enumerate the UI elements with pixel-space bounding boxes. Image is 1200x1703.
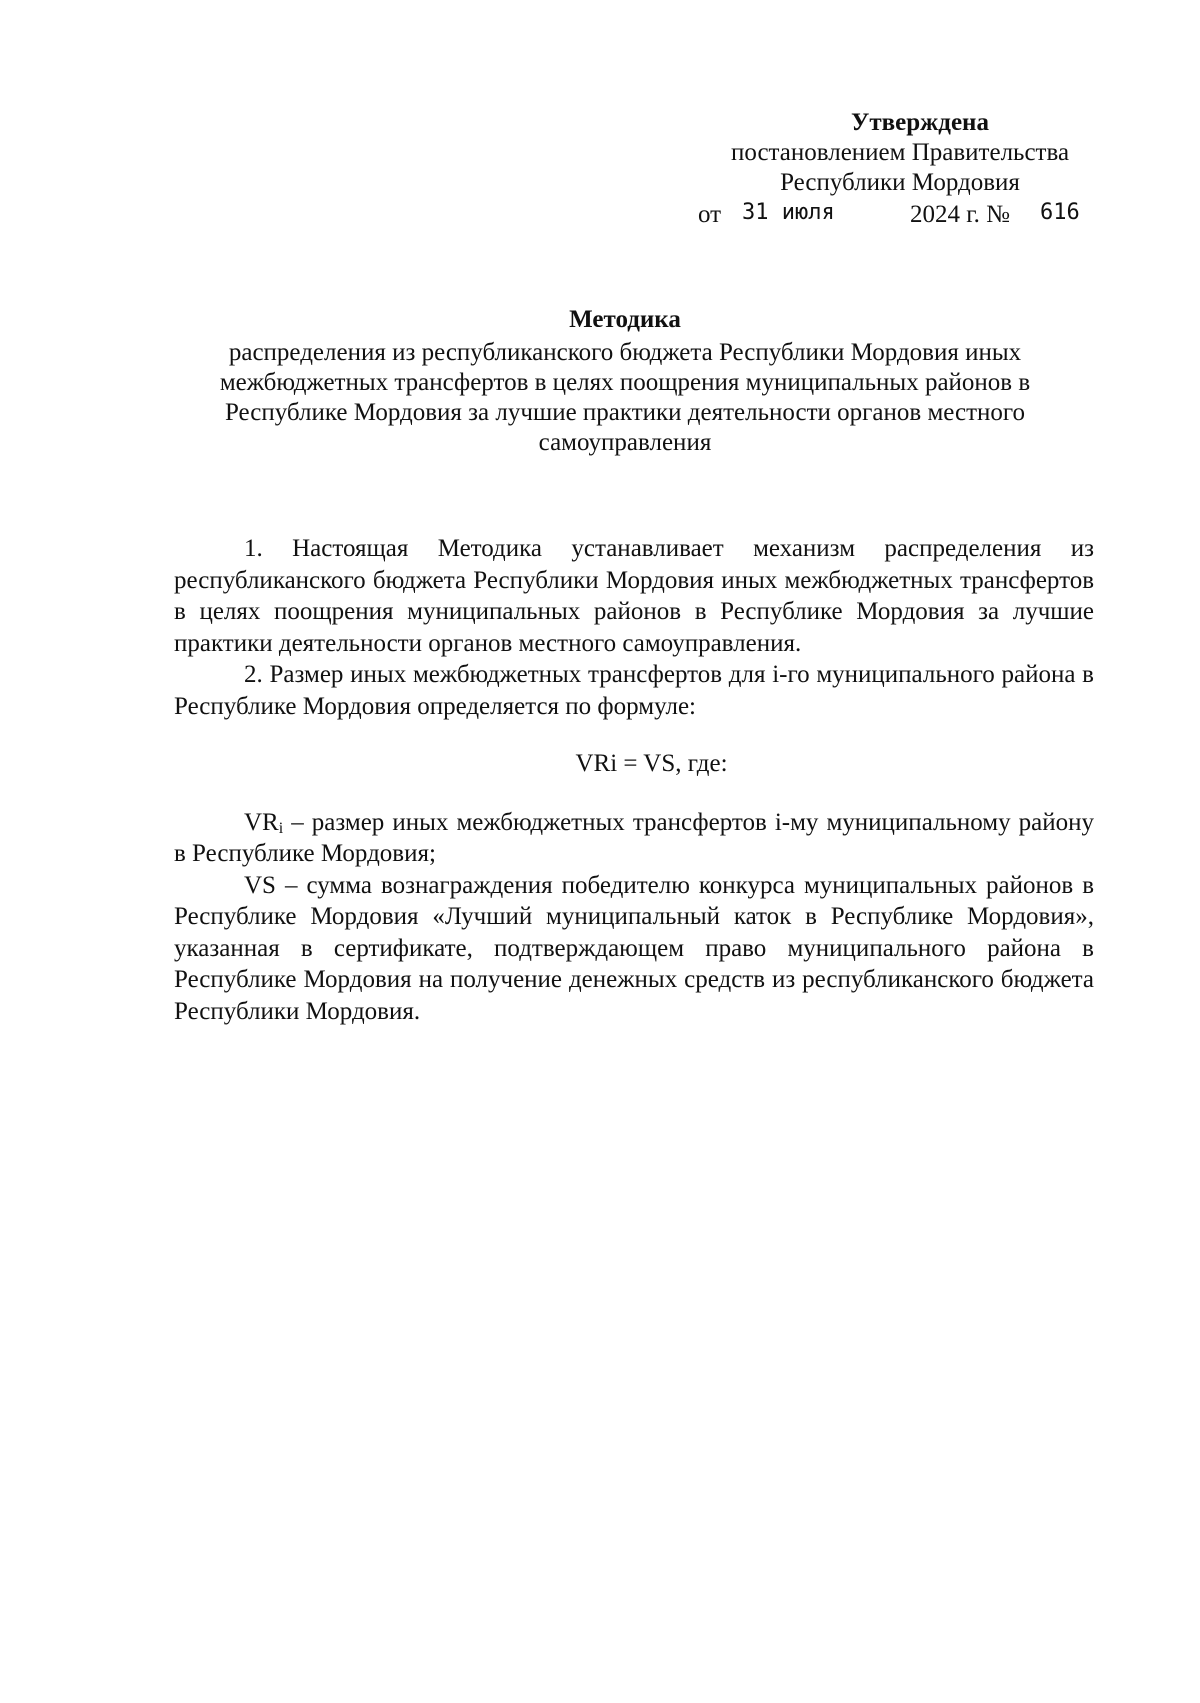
- paragraph-2: 2. Размер иных межбюджетных трансфертов для i-го муниципального района в Республике Мордовия определяется по формуле:: [174, 661, 1094, 720]
- document-body: [174, 533, 1094, 1027]
- heading-title: Методика: [569, 306, 681, 333]
- formula: VRi = VS, где:: [575, 750, 728, 777]
- approval-title: Утверждена: [851, 109, 989, 136]
- definition-vri-symbol: VR: [244, 808, 279, 836]
- date-year: 2024 г. №: [910, 201, 1011, 228]
- approval-line-2: Республики Мордовия: [780, 169, 1020, 196]
- definition-vri: [174, 807, 1094, 870]
- definition-vri-subscript: i: [278, 819, 284, 837]
- definition-vs: VS – сумма вознаграждения победителю конкурса муниципальных районов в Республике Мордовия «Лучший муниципальный каток в Республике Мордовия», указанная в сертификате, подтверждающем право муниципального района в Республике Мордовия на получение денежных средств из республиканского бюджета Республики Мордовия.: [174, 871, 1094, 1025]
- document-heading: [160, 305, 1090, 458]
- date-day: 31 июля: [742, 200, 835, 225]
- definition-vri-text: – размер иных межбюджетных трансфертов i-му муниципальному району в Республике Мордовия;: [174, 808, 1094, 867]
- document-number: 616: [1040, 200, 1080, 225]
- approval-line-1: постановлением Правительства: [730, 139, 1070, 166]
- date-prefix: от: [698, 201, 722, 228]
- paragraph-1: 1. Настоящая Методика устанавливает механизм распределения из республиканского бюджета Республики Мордовия иных межбюджетных трансфертов в целях поощрения муниципальных районов в Республике Мордовия за лучшие практики деятельности органов местного самоуправления.: [174, 535, 1094, 657]
- approval-date-line: [680, 198, 1120, 230]
- approval-block: [680, 108, 1120, 230]
- heading-subtitle: распределения из республиканского бюджета Республики Мордовия иных межбюджетных трансфертов в целях поощрения муниципальных районов в Республике Мордовия за лучшие практики деятельности органов местного самоуправления: [219, 339, 1031, 456]
